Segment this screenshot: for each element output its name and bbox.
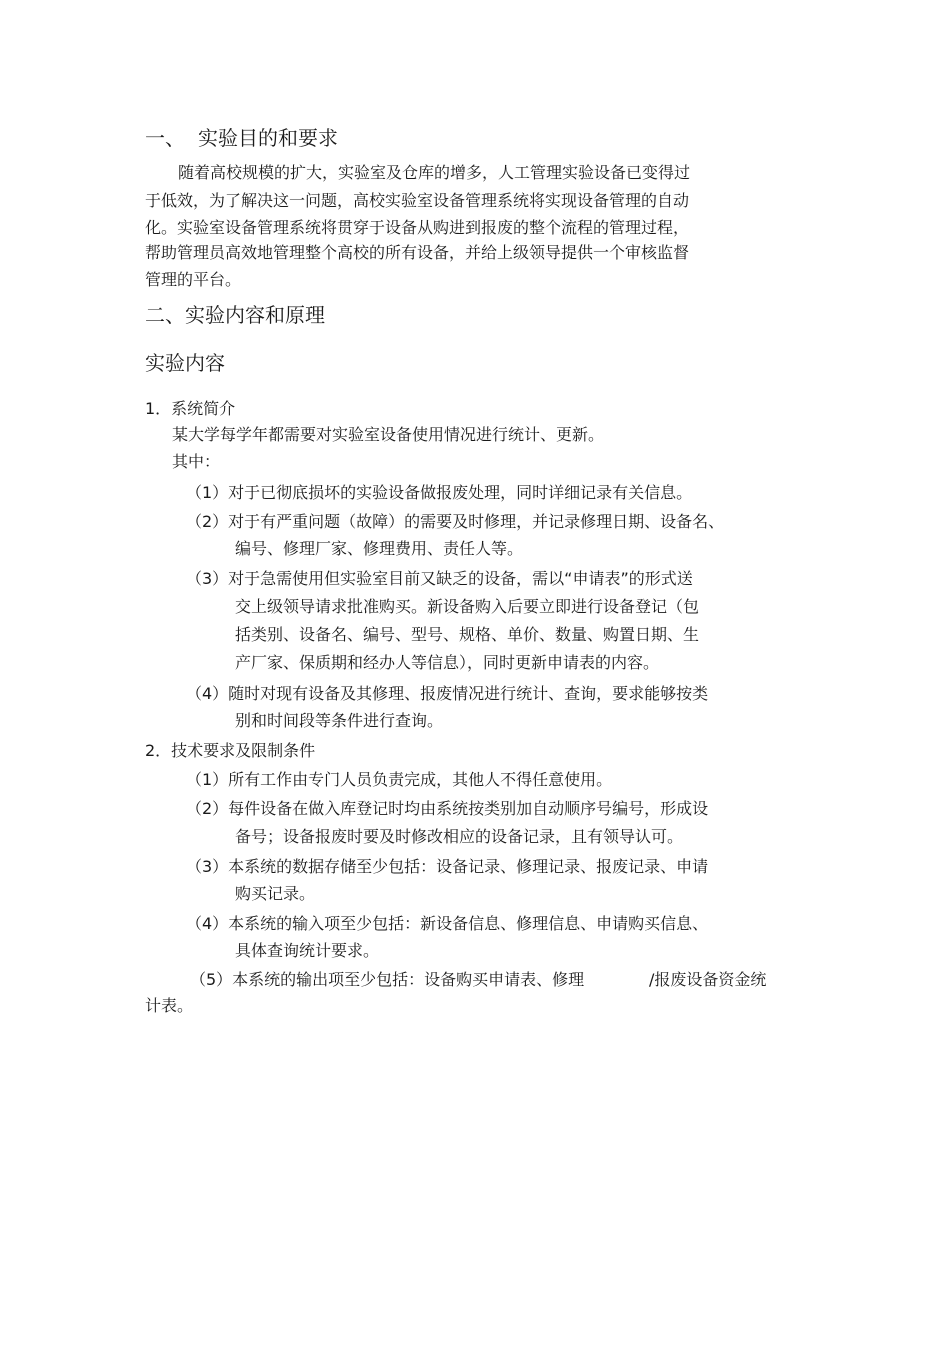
list-item-continuation: 括类别、设备名、编号、型号、规格、单价、数量、购置日期、生: [235, 625, 700, 644]
subsection-heading: 实验内容: [145, 351, 225, 375]
item-1-intro: 某大学每学年都需要对实验室设备使用情况进行统计、更新。: [172, 425, 605, 444]
paragraph-line: 随着高校规模的扩大，实验室及仓库的增多，人工管理实验设备已变得过: [178, 163, 691, 182]
list-item-continuation: 备号；设备报废时要及时修改相应的设备记录，且有领导认可。: [235, 827, 684, 846]
list-item: （5）本系统的输出项至少包括：设备购买申请表、修理: [190, 970, 585, 989]
list-item-continuation: 产厂家、保质期和经办人等信息），同时更新申请表的内容。: [235, 653, 660, 672]
list-item-continuation: 别和时间段等条件进行查询。: [235, 711, 444, 730]
list-item-fragment: /报废设备资金统: [649, 970, 767, 989]
list-item: （4）随时对现有设备及其修理、报废情况进行统计、查询，要求能够按类: [186, 684, 709, 703]
list-item-continuation: 计表。: [145, 996, 194, 1015]
section-2-heading: 二、实验内容和原理: [145, 303, 325, 327]
list-item: （1）对于已彻底损坏的实验设备做报废处理，同时详细记录有关信息。: [186, 483, 693, 502]
item-2-title: 2．技术要求及限制条件: [145, 741, 316, 760]
list-item: （4）本系统的输入项至少包括：新设备信息、修理信息、申请购买信息、: [186, 914, 709, 933]
list-item-continuation: 购买记录。: [235, 884, 316, 903]
paragraph-line: 帮助管理员高效地管理整个高校的所有设备，并给上级领导提供一个审核监督: [145, 243, 690, 262]
list-item: （3）对于急需使用但实验室目前又缺乏的设备，需以“申请表”的形式送: [186, 569, 693, 588]
item-1-title: 1．系统简介: [145, 399, 236, 418]
list-item: （3）本系统的数据存储至少包括：设备记录、修理记录、报废记录、申请: [186, 857, 709, 876]
list-item-continuation: 编号、修理厂家、修理费用、责任人等。: [235, 539, 524, 558]
section-1-heading-number: 一、: [145, 126, 185, 150]
list-item: （2）每件设备在做入库登记时均由系统按类别加自动顺序号编号，形成设: [186, 799, 709, 818]
list-item-continuation: 具体查询统计要求。: [235, 941, 380, 960]
paragraph-line: 化。实验室设备管理系统将贯穿于设备从购进到报废的整个流程的管理过程，: [145, 218, 690, 237]
list-item: （2）对于有严重问题（故障）的需要及时修理，并记录修理日期、设备名、: [186, 512, 725, 531]
list-item-continuation: 交上级领导请求批准购买。新设备购入后要立即进行设备登记（包: [235, 597, 700, 616]
item-1-among: 其中：: [172, 452, 221, 471]
list-item: （1）所有工作由专门人员负责完成，其他人不得任意使用。: [186, 770, 613, 789]
paragraph-line: 管理的平台。: [145, 270, 242, 289]
section-1-heading: 实验目的和要求: [198, 126, 338, 150]
paragraph-line: 于低效，为了解决这一问题，高校实验室设备管理系统将实现设备管理的自动: [145, 191, 690, 210]
